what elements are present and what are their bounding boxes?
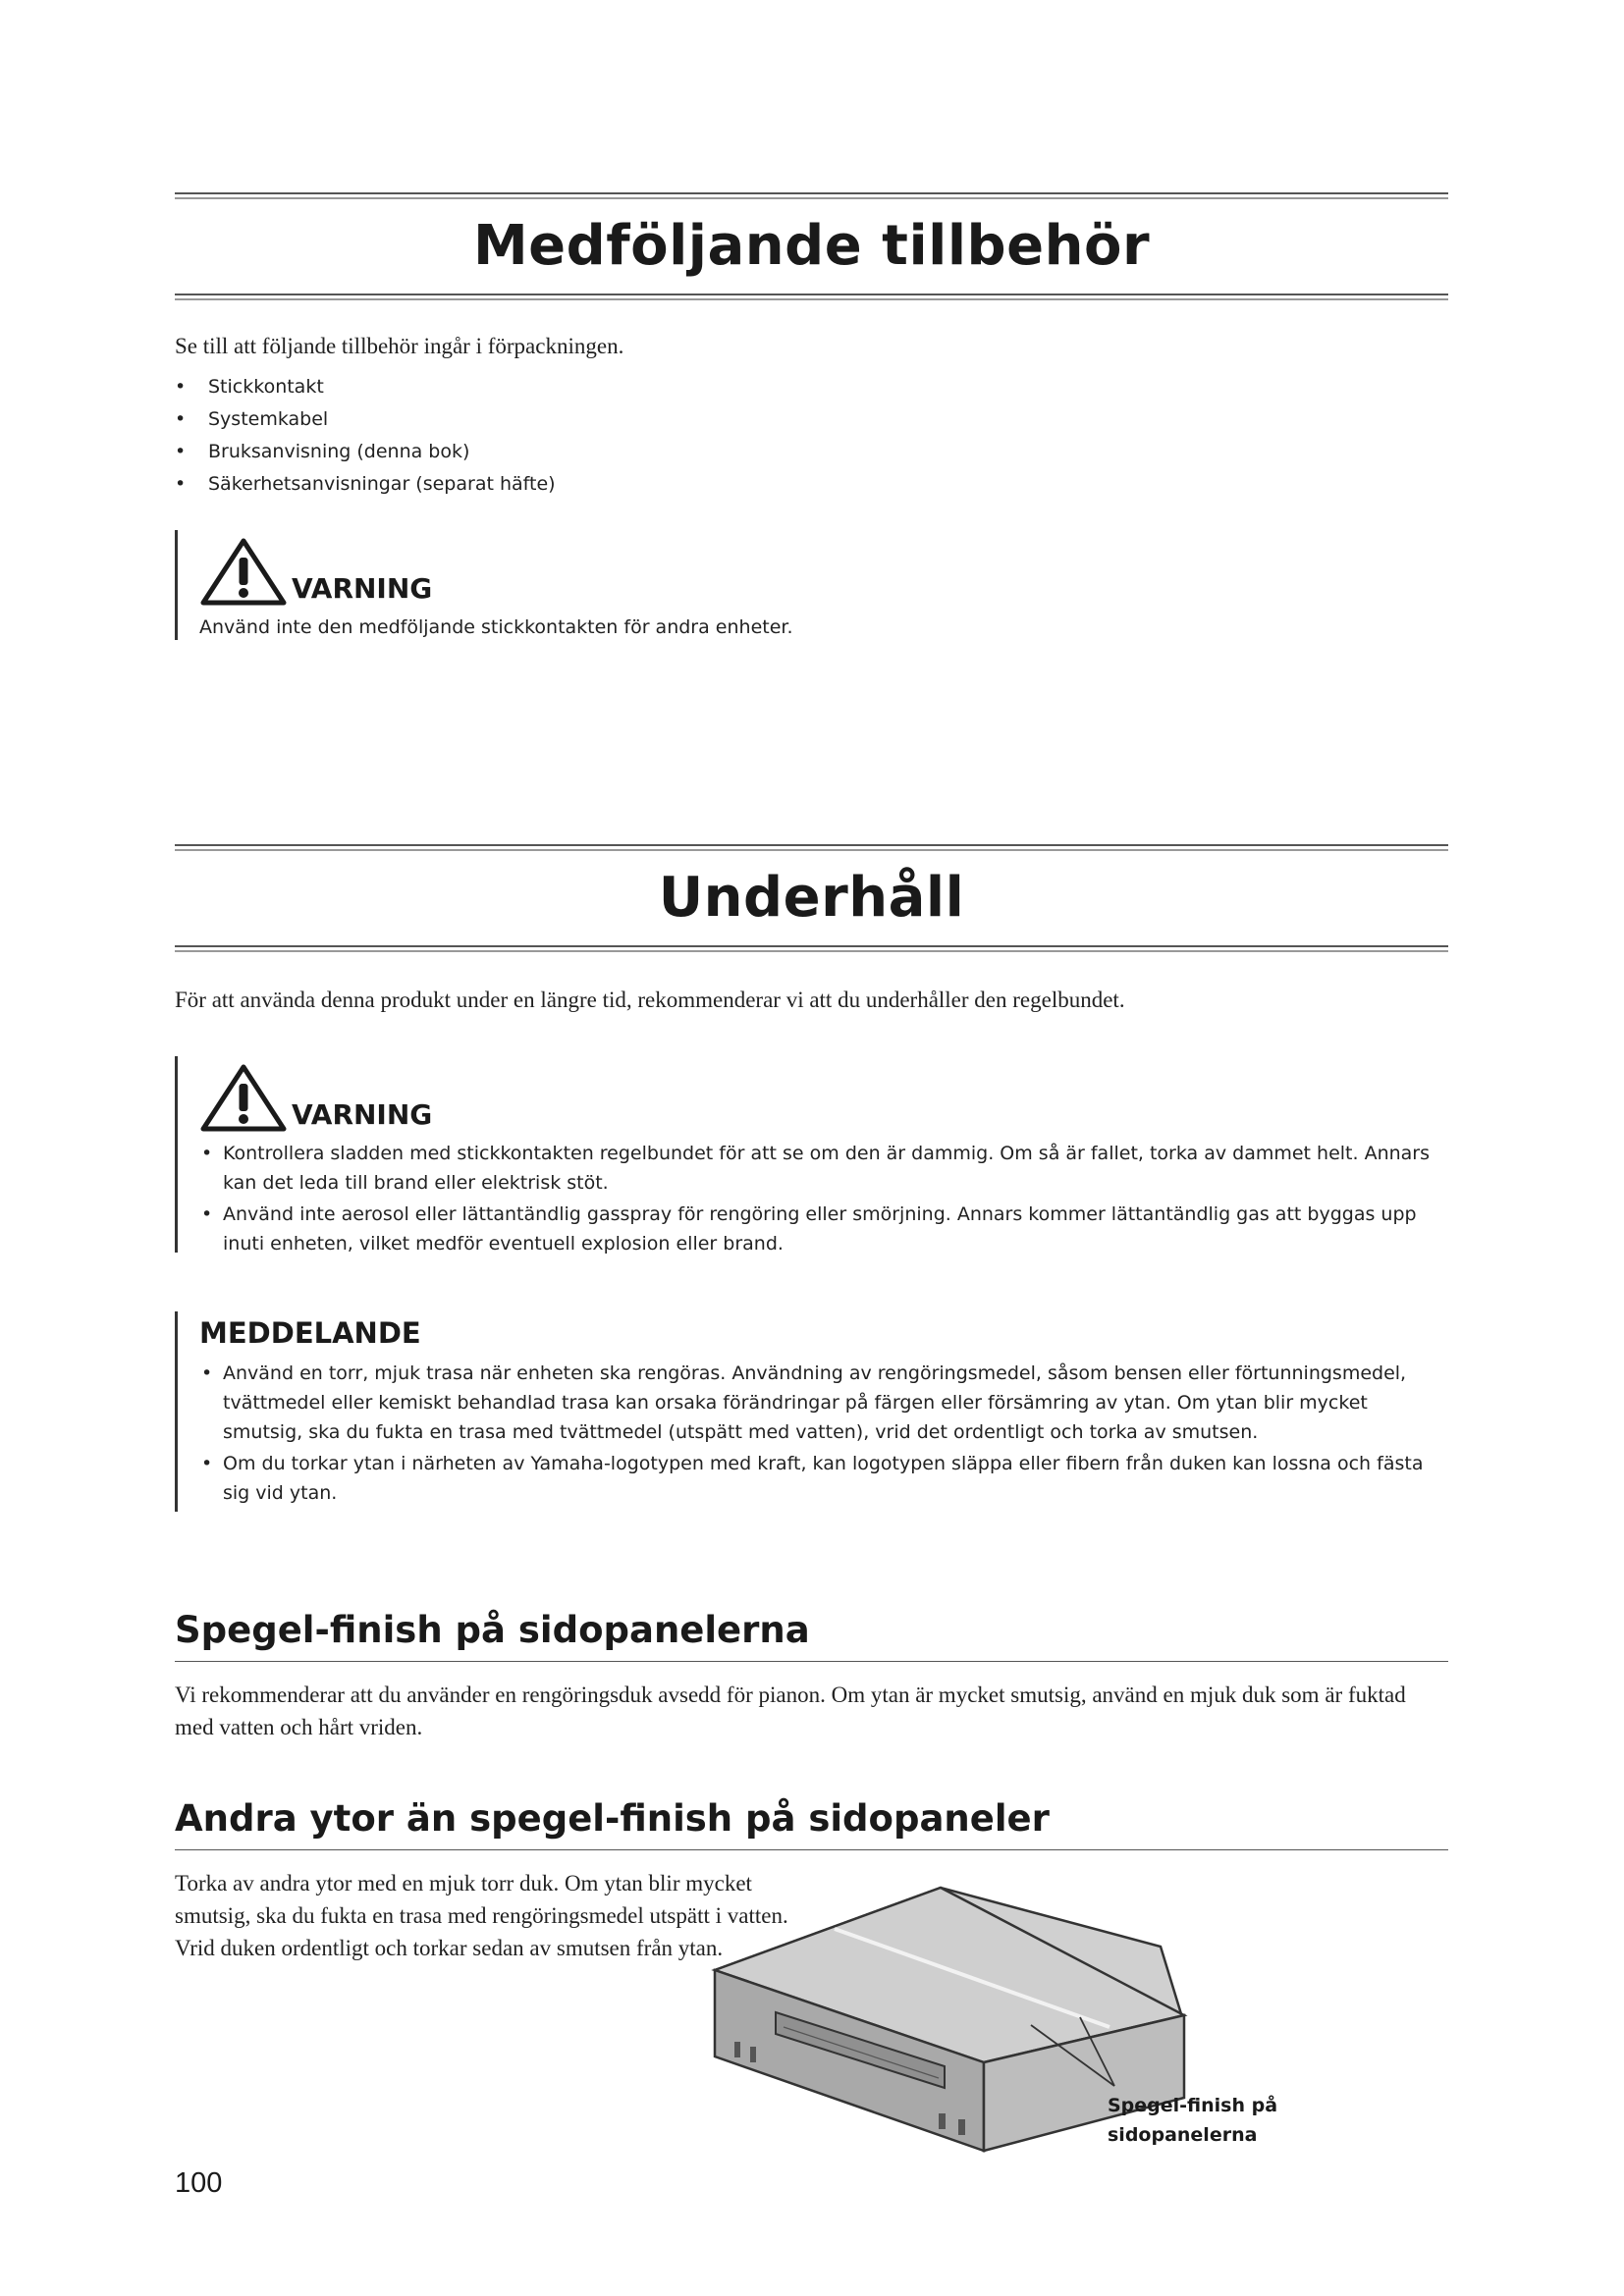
title-rule-top: [175, 192, 1448, 199]
title-rule-bottom: [175, 294, 1448, 300]
accessories-list: [175, 371, 556, 501]
warning-header: [199, 530, 793, 607]
section-title-text: Medföljande tillbehör: [472, 214, 1151, 278]
warning-list: [199, 1139, 1446, 1258]
list-item: • Använd inte aerosol eller lättantändlig gasspray för rengöring eller smörjning. Annars kommer lättantändlig gas att byggas upp inuti enheten, vilket medför eventuell explosion eller brand.: [199, 1200, 1446, 1258]
list-item: • Säkerhetsanvisningar (separat häfte): [175, 468, 556, 501]
figure-label: Spegel-finish på sidopanelerna: [1108, 2095, 1278, 2146]
list-item: • Kontrollera sladden med stickkontakten regelbundet för att se om den är dammig. Om så är fallet, torka av dammet helt. Annars kan det leda till brand eller elektrisk stöt.: [199, 1139, 1446, 1198]
list-item: • Systemkabel: [175, 403, 556, 436]
notice-title: MEDDELANDE: [199, 1316, 421, 1350]
subheading-other-surfaces: Andra ytor än spegel-finish på sidopaneler: [175, 1794, 1448, 1850]
mirror-finish-text: Vi rekommenderar att du använder en rengöringsduk avsedd för pianon. Om ytan är mycket smutsig, använd en mjuk duk som är fuktad med vatten och hårt vriden.: [175, 1682, 1406, 1739]
section-title-text: Underhåll: [658, 866, 965, 930]
section-title-accessories: [175, 192, 1448, 300]
warning-header: [199, 1056, 1446, 1133]
warning-box-accessories: [175, 530, 793, 640]
warning-triangle-icon: [199, 1062, 288, 1133]
title-rule-bottom: [175, 945, 1448, 952]
maintenance-intro: För att använda denna produkt under en längre tid, rekommenderar vi att du underhåller den regelbundet.: [175, 988, 1125, 1012]
list-item: • Bruksanvisning (denna bok): [175, 436, 556, 468]
section-title-maintenance: [175, 844, 1448, 952]
other-surfaces-text: Torka av andra ytor med en mjuk torr duk. Om ytan blir mycket smutsig, ska du fukta en trasa med rengöringsmedel utspätt i vatten. Vrid duken ordentligt och torkar sedan av smutsen från ytan.: [175, 1871, 788, 1960]
list-item: • Använd en torr, mjuk trasa när enheten ska rengöras. Användning av rengöringsmedel, såsom bensen eller förtunningsmedel, tvättmedel eller kemiskt behandlad trasa kan orsaka förändringar på färgen eller försämring av ytan. Om ytan blir mycket smutsig, ska du fukta en trasa med tvättmedel (utspätt med vatten), vrid det ordentligt och torka av smutsen.: [199, 1359, 1446, 1447]
accessories-intro: Se till att följande tillbehör ingår i förpackningen.: [175, 334, 624, 358]
warning-title: VARNING: [292, 1098, 433, 1131]
warning-box-maintenance: [175, 1056, 1446, 1253]
warning-text: Använd inte den medföljande stickkontakten för andra enheter.: [199, 616, 793, 638]
title-rule-top: [175, 844, 1448, 851]
subheading-mirror-finish: Spegel-finish på sidopanelerna: [175, 1606, 1448, 1662]
warning-triangle-icon: [199, 536, 288, 607]
list-item: • Stickkontakt: [175, 371, 556, 403]
notice-box: [175, 1311, 1446, 1512]
notice-list: [199, 1359, 1446, 1508]
page-number: 100: [175, 2167, 223, 2199]
warning-title: VARNING: [292, 572, 433, 605]
list-item: • Om du torkar ytan i närheten av Yamaha-logotypen med kraft, kan logotypen släppa eller fibern från duken kan lossna och fästa sig vid ytan.: [199, 1449, 1446, 1508]
